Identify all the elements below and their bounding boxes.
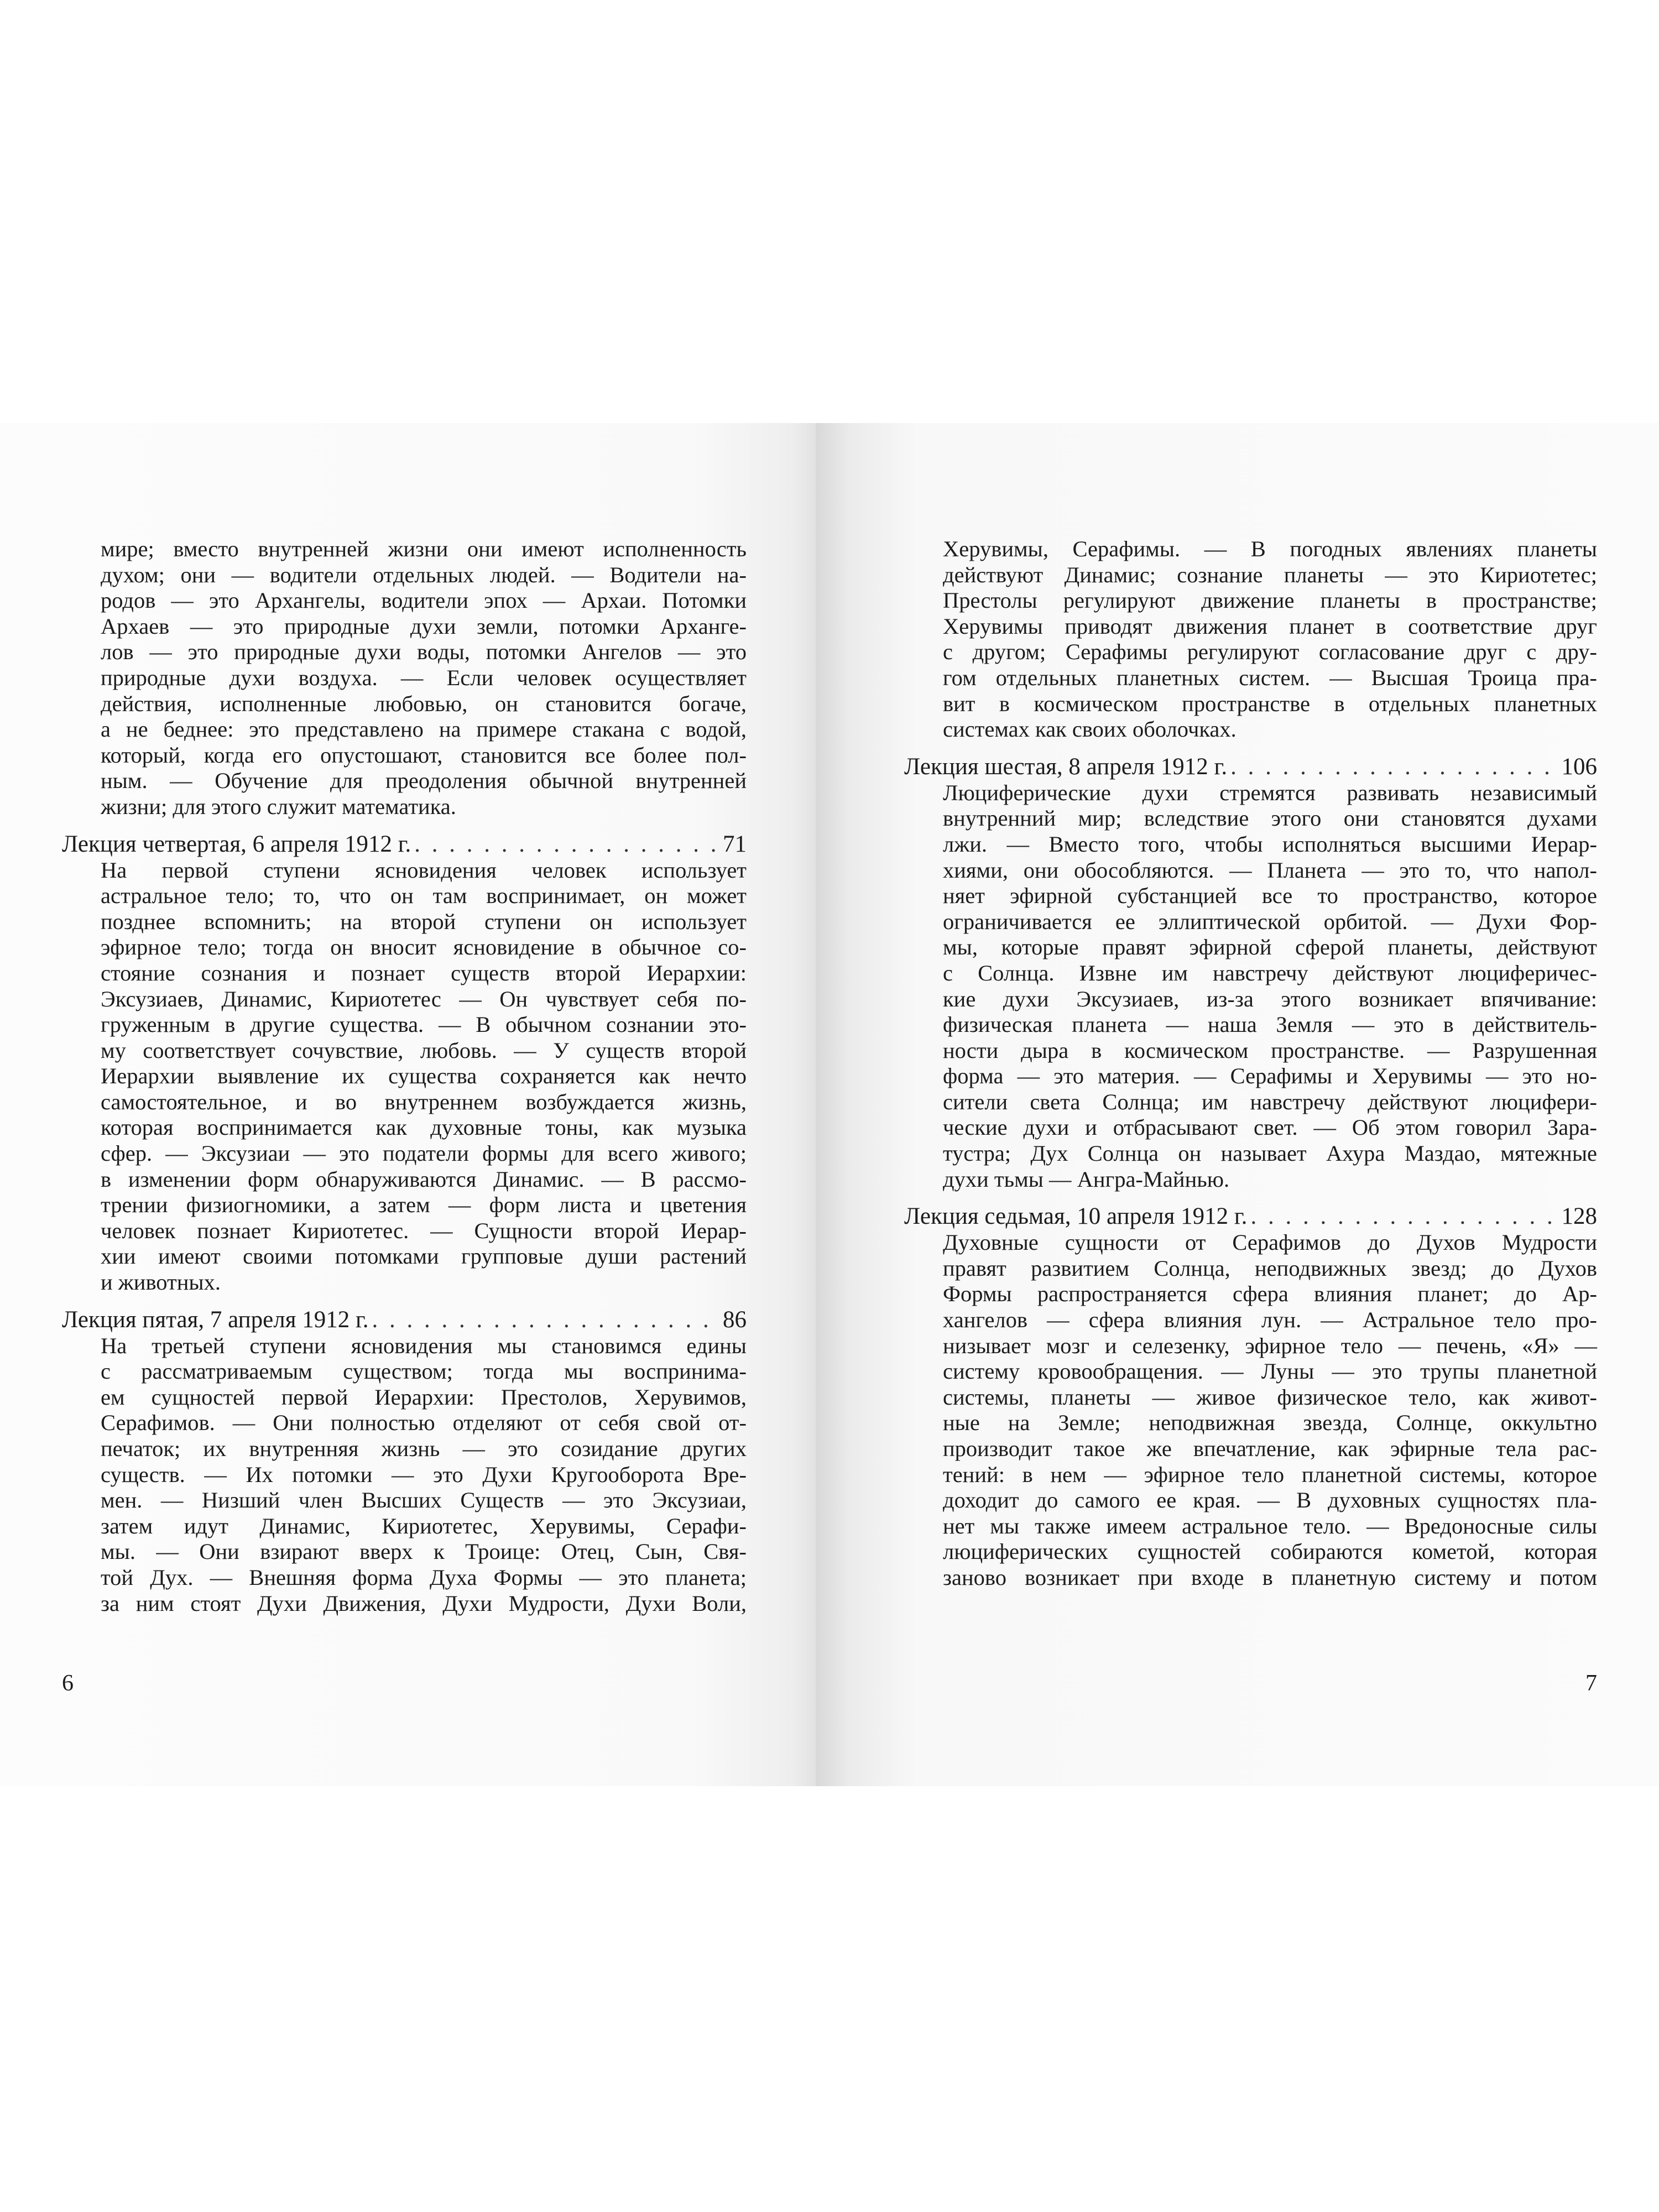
text-line: жизни; для этого служит математика. [101,794,456,819]
left-text-block [62,536,747,1616]
lecture-page-number: 86 [723,1306,747,1333]
text-line: гом отдельных планетных систем. — Высшая Троица пра- [943,665,1597,690]
text-line: Херувимы, Серафимы. — В погодных явлениях планеты [943,536,1597,561]
text-line: тустра; Дух Солнца он называет Ахура Маздао, мятежные [943,1141,1597,1166]
text-line: Престолы регулируют движение планеты в пространстве; [943,588,1597,613]
text-line: Духовные сущности от Серафимов до Духов Мудрости [943,1230,1597,1255]
text-line: тений: в нем — эфирное тело планетной системы, которое [943,1462,1597,1487]
text-line: внутренний мир; вследствие этого они становятся духами [943,806,1597,831]
right-intro [943,536,1597,743]
page-number-right: 7 [1585,1671,1597,1696]
text-line: Иерархии выявление их существа сохраняется как нечто [101,1063,747,1089]
text-line: кие духи Эксузиаев, из-за этого возникает впячивание: [943,986,1597,1011]
text-line: ческие духи и отбрасывают свет. — Об этом говорил Зара- [943,1115,1597,1140]
text-line: груженным в другие существа. — В обычном сознании это- [101,1012,747,1037]
dot-leader [372,1307,719,1333]
dot-leader [1230,754,1558,780]
lecture-summary [943,1230,1597,1590]
toc-entry-heading [904,1203,1597,1230]
text-line: ности дыра в космическом пространстве. — Разрушенная [943,1037,1597,1063]
text-line: хии имеют своими потомками групповые души растений [101,1244,747,1269]
left-page [0,423,816,1786]
text-line: духом; они — водители отдельных людей. — Водители на- [101,562,747,587]
text-line: астральное тело; то, что он там воспринимает, он может [101,883,747,909]
text-line: мире; вместо внутренней жизни они имеют исполненность [101,536,747,561]
toc-entry-heading [904,754,1597,780]
text-line: самостоятельное, и во внутреннем возбуждается жизнь, [101,1089,747,1114]
lecture-title: Лекция четвертая, 6 апреля 1912 г. [62,831,411,857]
text-line: хиями, они обособляются. — Планета — это то, что напол- [943,857,1597,883]
text-line: На третьей ступени ясновидения мы становимся едины [101,1333,747,1358]
text-line: той Дух. — Внешняя форма Духа Формы — это планета; [101,1564,747,1590]
text-line: стояние сознания и познает существ второй Иерархии: [101,960,747,985]
text-line: ным. — Обучение для преодоления обычной внутренней [101,768,747,794]
text-line: с Солнца. Извне им навстречу действуют люциферичес- [943,960,1597,985]
text-line: мы. — Они взирают вверх к Троице: Отец, Сын, Свя- [101,1539,747,1564]
text-line: а не беднее: это представлено на примере стакана с водой, [101,717,747,742]
text-line: лов — это природные духи воды, потомки Ангелов — это [101,639,747,665]
text-line: печаток; их внутренняя жизнь — это созидание других [101,1436,747,1461]
text-line: с рассматриваемым существом; тогда мы воспринима- [101,1359,747,1384]
text-line: действия, исполненные любовью, он становится богаче, [101,691,747,716]
text-line: низывает мозг и селезенку, эфирное тело — печень, «Я» — [943,1333,1597,1358]
text-line: эфирное тело; тогда он вносит ясновидение в обычное со- [101,935,747,960]
text-line: в изменении форм обнаруживаются Динамис. — В рассмо- [101,1166,747,1192]
text-line: затем идут Динамис, Кириотетес, Херувимы, Серафи- [101,1513,747,1538]
text-line: ные на Земле; неподвижная звезда, Солнце, оккультно [943,1410,1597,1436]
dot-leader [414,831,719,858]
text-line: и животных. [101,1270,221,1295]
text-line: люциферических сущностей собираются кометой, которая [943,1539,1597,1564]
text-line: нет мы также имеем астральное тело. — Вредоносные силы [943,1513,1597,1538]
text-line: сители света Солнца; им навстречу действуют люцифери- [943,1089,1597,1114]
text-line: ограничивается ее эллиптической орбитой. — Духи Фор- [943,909,1597,934]
text-line: мен. — Низший член Высших Существ — это Эксузиаи, [101,1488,747,1513]
text-line: системах как своих оболочках. [943,717,1237,742]
toc-entry-heading [62,831,747,858]
text-line: му соответствует сочувствие, любовь. — У существ второй [101,1037,747,1063]
right-entries [904,754,1597,1591]
text-line: духи тьмы — Ангра-Майнью. [943,1166,1230,1192]
text-line: природные духи воздуха. — Если человек осуществляет [101,665,747,690]
text-line: хангелов — сфера влияния лун. — Астральное тело про- [943,1307,1597,1333]
text-line: производит такое же впечатление, как эфирные тела рас- [943,1436,1597,1461]
page-number-left: 6 [62,1671,74,1696]
text-line: Эксузиаев, Динамис, Кириотетес — Он чувствует себя по- [101,986,747,1011]
lecture-summary [943,780,1597,1193]
text-line: за ним стоят Духи Движения, Духи Мудрости, Духи Воли, [101,1590,747,1616]
lecture-summary [101,1333,747,1617]
text-line: Архаев — это природные духи земли, потомки Арханге- [101,613,747,639]
text-line: Херувимы приводят движения планет в соответствие друг [943,613,1597,639]
lecture-title: Лекция пятая, 7 апреля 1912 г. [62,1306,369,1333]
text-line: форма — это материя. — Серафимы и Херувимы — это но- [943,1063,1597,1089]
text-line: няет эфирной субстанцией все то пространство, которое [943,883,1597,909]
text-line: который, когда его опустошают, становится все более пол- [101,742,747,768]
dot-leader [1250,1203,1558,1230]
lecture-summary [101,858,747,1296]
text-line: трении физиогномики, а затем — форм листа и цветения [101,1192,747,1218]
lecture-title: Лекция седьмая, 10 апреля 1912 г. [904,1203,1248,1230]
text-line: лжи. — Вместо того, чтобы исполняться высшими Иерар- [943,831,1597,857]
left-entries [62,831,747,1617]
right-page [816,423,1659,1786]
text-line: с другом; Серафимы регулируют согласование друг с дру- [943,639,1597,665]
text-line: мы, которые правят эфирной сферой планеты, действуют [943,935,1597,960]
text-line: которая воспринимается как духовные тоны, как музыка [101,1115,747,1140]
text-line: доходит до самого ее края. — В духовных сущностях пла- [943,1488,1597,1513]
text-line: системы, планеты — живое физическое тело, как живот- [943,1384,1597,1410]
text-line: правят развитием Солнца, неподвижных звезд; до Духов [943,1255,1597,1281]
text-line: родов — это Архангелы, водители эпох — Архаи. Потомки [101,588,747,613]
text-line: заново возникает при входе в планетную систему и потом [943,1564,1597,1590]
text-line: Формы распространяется сфера влияния планет; до Ар- [943,1281,1597,1307]
lecture-title: Лекция шестая, 8 апреля 1912 г. [904,753,1228,780]
text-line: вит в космическом пространстве в отдельных планетных [943,691,1597,716]
text-line: человек познает Кириотетес. — Сущности второй Иерар- [101,1218,747,1243]
text-line: На первой ступени ясновидения человек использует [101,857,747,883]
lecture-page-number: 106 [1561,753,1597,780]
text-line: Серафимов. — Они полностью отделяют от себя свой от- [101,1410,747,1436]
right-text-block [904,536,1597,1591]
left-intro [101,536,747,820]
toc-entry-heading [62,1307,747,1333]
lecture-page-number: 71 [723,831,747,857]
text-line: действуют Динамис; сознание планеты — это Кириотетес; [943,562,1597,587]
text-line: сфер. — Эксузиаи — это податели формы для всего живого; [101,1141,747,1166]
text-line: Люциферические духи стремятся развивать независимый [943,780,1597,805]
text-line: физическая планета — наша Земля — это в действитель- [943,1012,1597,1037]
text-line: ем сущностей первой Иерархии: Престолов, Херувимов, [101,1384,747,1410]
text-line: существ. — Их потомки — это Духи Кругооборота Вре- [101,1462,747,1487]
text-line: систему кровообращения. — Луны — это трупы планетной [943,1359,1597,1384]
lecture-page-number: 128 [1561,1203,1597,1230]
text-line: позднее вспомнить; на второй ступени он использует [101,909,747,934]
